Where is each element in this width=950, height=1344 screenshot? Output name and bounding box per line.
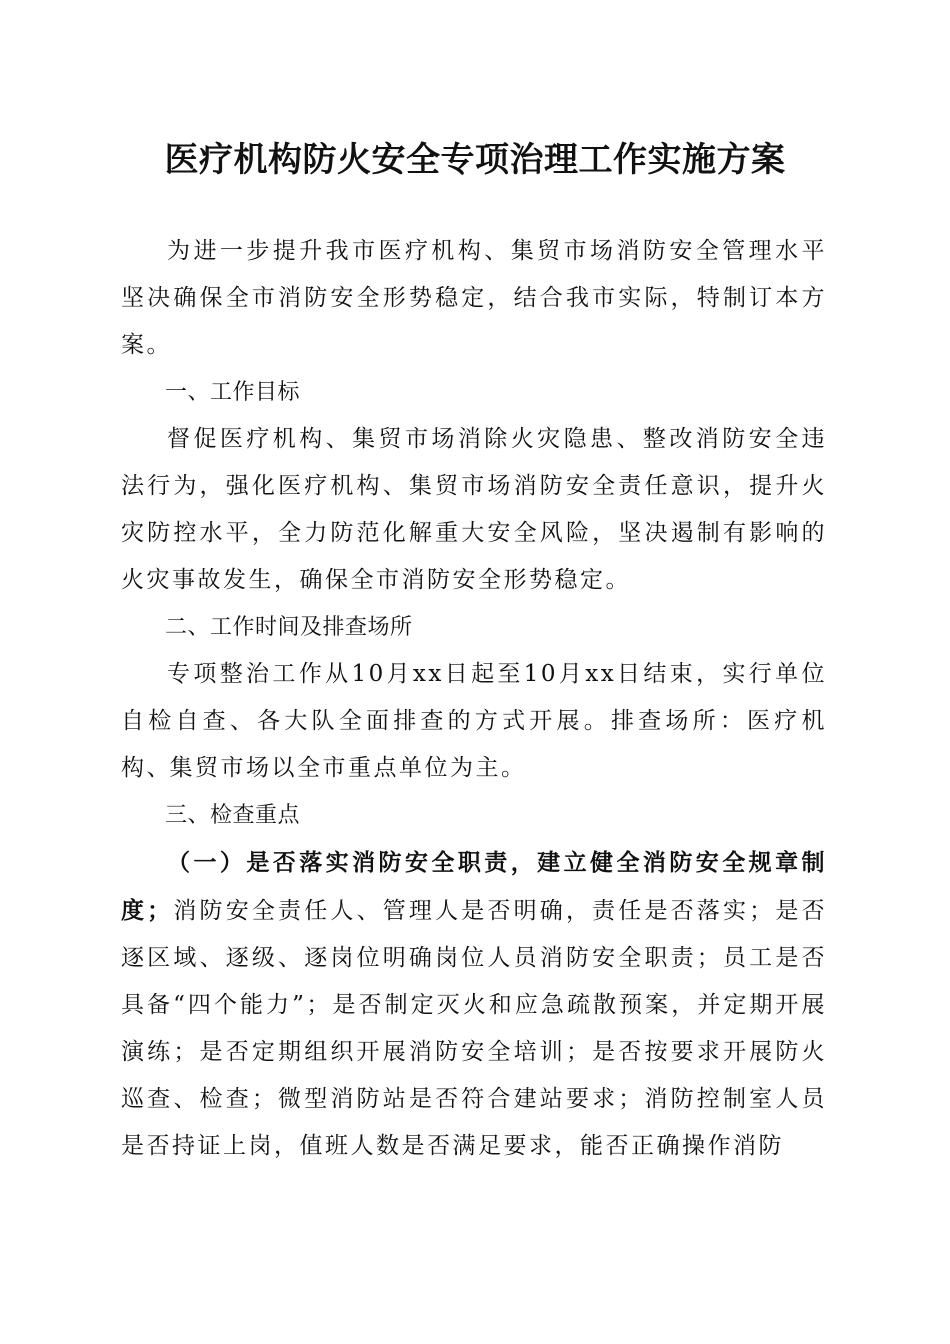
section-heading-goals: 一、工作目标 <box>165 380 301 405</box>
inspection-subheading: （一）是否落实消防安全职责，建立健全消防安全规章制度； <box>121 849 827 924</box>
section-paragraph-time-and-places <box>121 651 827 792</box>
time-places-text-end: 集贸市场以全市重点单位为主。 <box>169 755 527 781</box>
section-heading-time-and-places: 二、工作时间及排查场所 <box>165 615 413 640</box>
section-heading-inspection-focus: 三、检查重点 <box>165 803 301 828</box>
intro-paragraph: 为进一步提升我市医疗机构、集贸市场消防安全管理水平坚决确保全市消防安全形势稳定，结合我市实际，特制订本方案。 <box>121 238 827 358</box>
hanging-punctuation: 、 <box>146 755 170 781</box>
section-paragraph-goals: 督促医疗机构、集贸市场消除火灾隐患、整改消防安全违法行为，强化医疗机构、集贸市场消防安全责任意识，提升火灾防控水平，全力防范化解重大安全风险，坚决遏制有影响的火灾事故发生，确保全市消防安全形势稳定。 <box>121 426 827 593</box>
time-places-text: 专项整治工作从10月xx日起至10月xx日结束，实行单位自检自查、各大队全面排查的方式开展。排查场所：医疗机构 <box>121 661 827 781</box>
document-body <box>121 228 827 1170</box>
section-paragraph-inspection-focus <box>121 839 827 1170</box>
document-title: 医疗机构防火安全专项治理工作实施方案 <box>164 140 786 180</box>
inspection-text: 消防安全责任人、管理人是否明确，责任是否落实；是否逐区域、逐级、逐岗位明确岗位人员消防安全职责；员工是否具备“四个能力”；是否制定灭火和应急疏散预案，并定期开展演练；是否定期组织开展消防安全培训；是否按要求开展防火巡查、检查；微型消防站是否符合建站要求；消防控制室人员是否持证上岗，值班人数是否满足要求，能否正确操作消防 <box>121 898 828 1159</box>
